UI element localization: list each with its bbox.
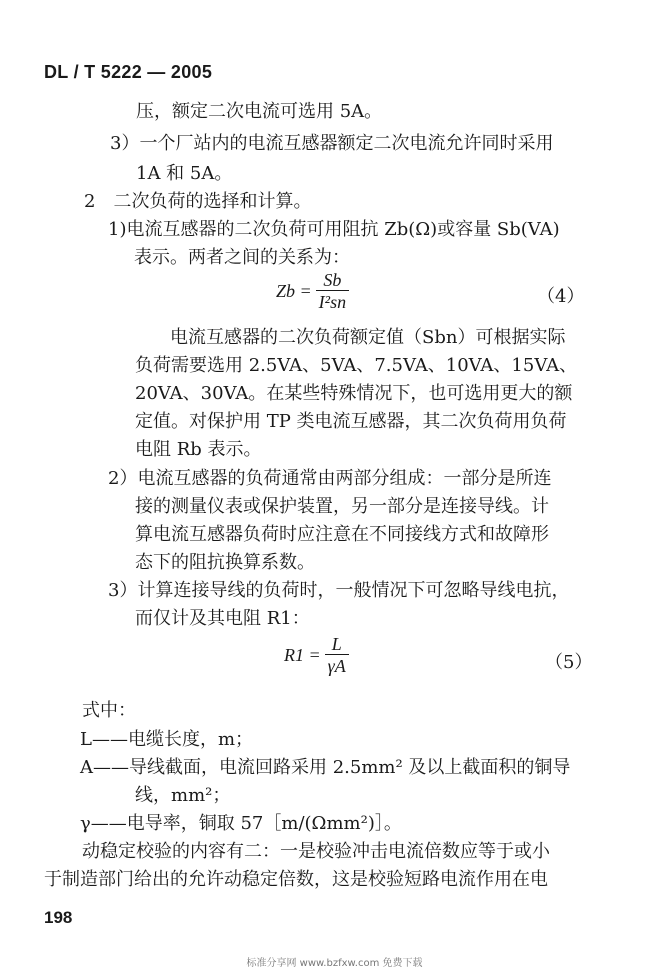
text-line: 而仅计及其电阻 R1： — [135, 608, 310, 629]
text-line: 定值。对保护用 TP 类电流互感器，其二次负荷用负荷 — [135, 411, 567, 432]
text-line: 3）计算连接导线的负荷时，一般情况下可忽略导线电抗， — [108, 580, 570, 601]
text-line: 动稳定校验的内容有二：一是校验冲击电流倍数应等于或小 — [82, 841, 550, 862]
text-line: 表示。两者之间的关系为： — [134, 247, 350, 268]
formula-4-numerator: Sb — [323, 270, 342, 290]
text-line: 式中： — [82, 700, 136, 721]
standard-header: DL / T 5222 — 2005 — [44, 62, 213, 82]
definition-line: L——电缆长度，m； — [80, 729, 254, 750]
formula-5-fraction — [325, 634, 349, 677]
text-line: 负荷需要选用 2.5VA、5VA、7.5VA、10VA、15VA、 — [135, 355, 578, 376]
text-line: 态下的阻抗换算系数。 — [135, 552, 315, 573]
page-number: 198 — [44, 908, 73, 927]
definition-line: γ——电导率，铜取 57［m/(Ωmm²)］。 — [80, 813, 402, 834]
formula-4-lhs: Zb = — [276, 281, 312, 301]
formula-5 — [284, 634, 349, 677]
text-line: 2）电流互感器的负荷通常由两部分组成：一部分是所连 — [108, 468, 552, 489]
formula-5-numerator: L — [331, 634, 342, 654]
text-line: 3）一个厂站内的电流互感器额定二次电流允许同时采用 — [110, 133, 554, 154]
formula-4-fraction — [316, 270, 349, 313]
equation-number-4: （4） — [537, 286, 585, 307]
text-line: 1)电流互感器的二次负荷可用阻抗 Zb(Ω)或容量 Sb(VA) — [108, 219, 560, 240]
definition-line: 线，mm²； — [135, 785, 231, 806]
text-line: 电阻 Rb 表示。 — [135, 439, 262, 460]
text-line: 1A 和 5A。 — [136, 163, 233, 184]
formula-5-lhs: R1 = — [284, 645, 321, 665]
footer-watermark: 标准分享网 www.bzfxw.com 免费下载 — [246, 958, 423, 969]
text-line: 于制造部门给出的允许动稳定倍数，这是校验短路电流作用在电 — [44, 869, 548, 890]
text-line: 20VA、30VA。在某些特殊情况下，也可选用更大的额 — [135, 383, 573, 404]
text-line: 电流互感器的二次负荷额定值（Sbn）可根据实际 — [170, 327, 566, 348]
text-line: 压，额定二次电流可选用 5A。 — [136, 101, 383, 122]
definition-line: A——导线截面，电流回路采用 2.5mm² 及以上截面积的铜导 — [80, 757, 571, 778]
text-line: 接的测量仪表或保护装置，另一部分是连接导线。计 — [135, 496, 549, 517]
equation-number-5: （5） — [545, 652, 593, 673]
formula-4 — [276, 270, 349, 313]
text-line: 算电流互感器负荷时应注意在不同接线方式和故障形 — [135, 524, 549, 545]
formula-4-denominator: I²sn — [316, 290, 349, 313]
section-heading: 2 二次负荷的选择和计算。 — [84, 191, 312, 212]
formula-5-denominator: γA — [325, 654, 349, 677]
